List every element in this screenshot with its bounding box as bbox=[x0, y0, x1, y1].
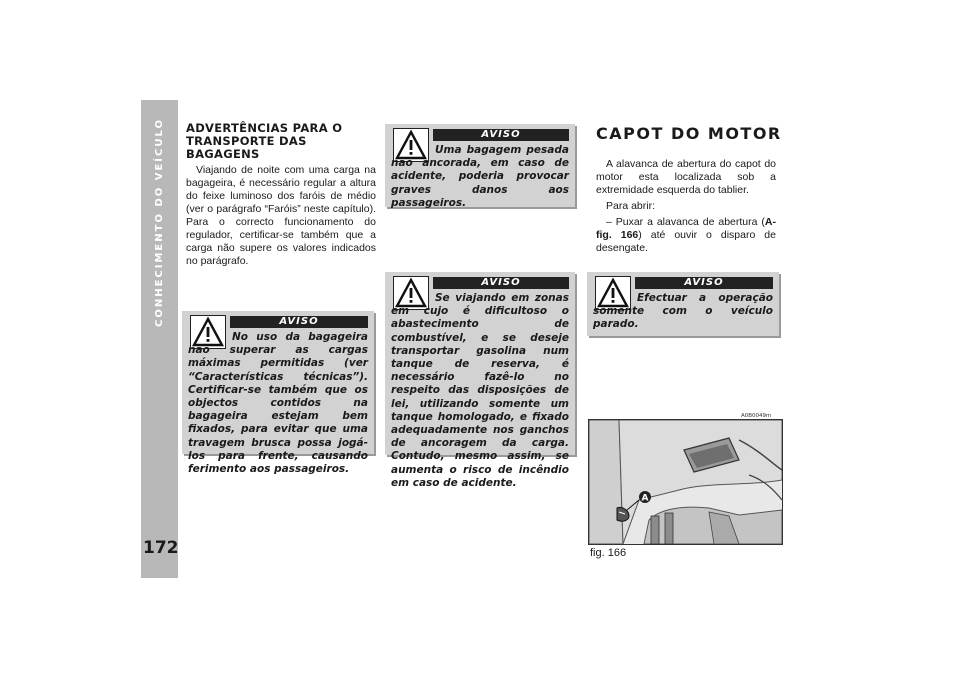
luggage-heading-line1: ADVERTÊNCIAS PARA O bbox=[186, 121, 343, 135]
section-title: CONHECIMENTO DO VEÍCULO bbox=[154, 118, 165, 327]
warning-box-heavy-luggage bbox=[385, 124, 575, 207]
warning-label: AVISO bbox=[433, 129, 569, 141]
warning-text-vehicle-stopped: Efectuar a operação somente com o veículo parado. bbox=[593, 292, 773, 331]
luggage-heading-line2: TRANSPORTE DAS BAGAGENS bbox=[186, 134, 307, 161]
warning-label: AVISO bbox=[635, 277, 773, 289]
page-number: 172 bbox=[143, 538, 179, 558]
hood-step-text-end: ) até ouvir o disparo de desengate. bbox=[596, 229, 776, 254]
hood-heading: CAPOT DO MOTOR bbox=[596, 124, 782, 143]
hood-step-text: – Puxar a alavanca de abertura ( bbox=[606, 216, 765, 228]
figure-caption: fig. 166 bbox=[590, 547, 627, 559]
figure-code: A0B0049m bbox=[741, 413, 772, 419]
hood-paragraph-2: Para abrir: bbox=[606, 200, 656, 212]
sidebar-title-wrap bbox=[141, 118, 178, 418]
figure-hood-release bbox=[588, 419, 783, 545]
warning-text-fuel-tank: Se viajando em zonas em cujo é dificultoso o abastecimento de combustível, e se deseje transportar gasolina num tanque de reserva, é necessário fazê-lo no respeito das disposições de lei, utilizando somente um tanque homologado, e fixado adequadamente nos ganchos de ancoragem da carga. Contudo, mesmo assim, se aumenta o risco de incêndio em caso de acidente. bbox=[391, 292, 569, 489]
luggage-paragraph: Viajando de noite com uma carga na bagageira, é necessário regular a altura do feixe luminoso dos faróis de médio (ver o parágrafo “Faróis” neste capítulo). Para o correcto funcionamento do regulador, certificar-se também que a carga não supere os valores indicados no parágrafo. bbox=[186, 164, 376, 267]
warning-box-luggage-load bbox=[182, 311, 374, 476]
hood-paragraph-3 bbox=[596, 216, 776, 255]
warning-text-heavy-luggage: Uma bagagem pesada não ancorada, em caso de acidente, poderia provocar graves danos aos passageiros. bbox=[391, 144, 569, 209]
luggage-section bbox=[186, 122, 376, 268]
figure-callout-a: A bbox=[641, 493, 649, 504]
warning-box-vehicle-stopped bbox=[587, 272, 779, 336]
warning-box-fuel-tank bbox=[385, 272, 575, 489]
figure-reference: A-fig. 166 bbox=[596, 216, 776, 241]
hood-paragraph-1: A alavanca de abertura do capot do motor esta localizada sob a extremidade esquerda do tablier. bbox=[596, 158, 776, 196]
warning-label: AVISO bbox=[433, 277, 569, 289]
hood-section bbox=[596, 158, 776, 258]
dashboard-illustration bbox=[589, 420, 782, 544]
section-sidebar bbox=[141, 100, 178, 578]
luggage-heading bbox=[186, 122, 376, 161]
warning-label: AVISO bbox=[230, 316, 368, 328]
warning-text-luggage-load: No uso da bagageira não superar as cargas máximas permitidas (ver “Características técnicas”). Certificar-se também que os objectos contidos na bagageira estejam bem fixados, para evitar que uma travagem brusca possa jogá-los para frente, causando ferimento aos passageiros. bbox=[188, 331, 368, 476]
